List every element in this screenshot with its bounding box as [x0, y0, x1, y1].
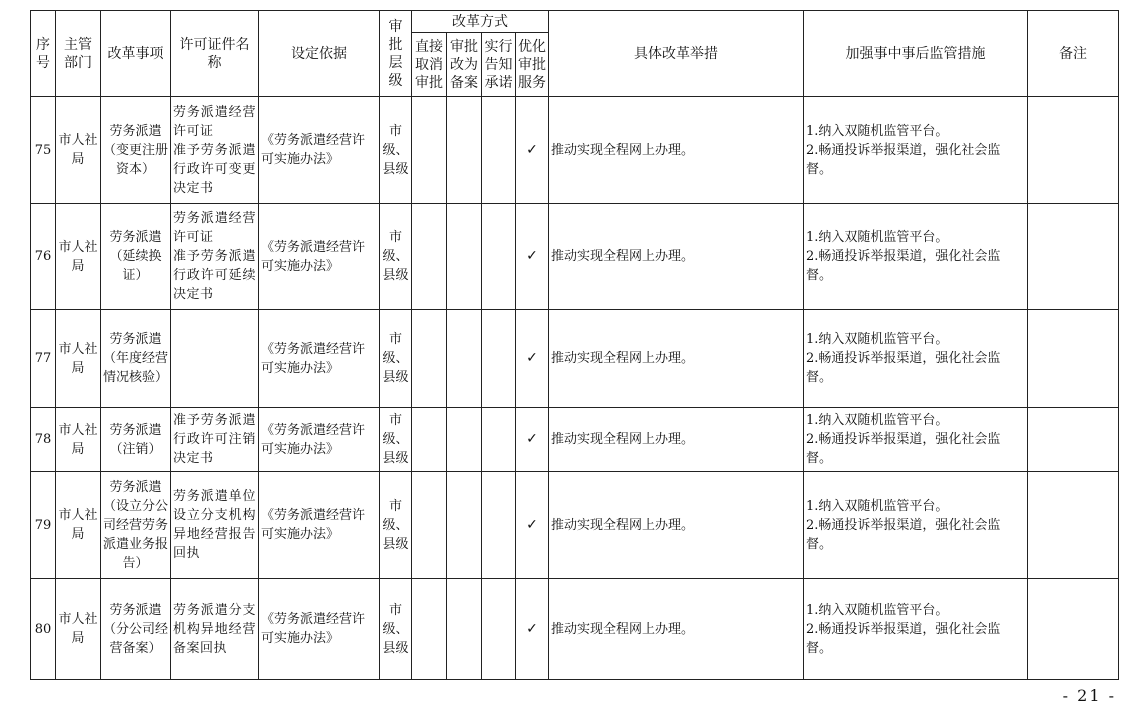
check-mark: ✓ [516, 408, 549, 472]
header-notify-commit: 实行告知承诺 [482, 33, 516, 97]
reform-table [30, 10, 1119, 680]
cell-dept: 市人社局 [56, 310, 101, 408]
check-mark: ✓ [516, 97, 549, 204]
cell-to-filing [447, 579, 482, 680]
table-row [31, 408, 1119, 472]
supervision-item-1: 1.纳入双随机监管平台。 [806, 498, 949, 514]
header-dept: 主管部门 [56, 11, 101, 97]
cell-dept: 市人社局 [56, 97, 101, 204]
cell-seq: 79 [31, 472, 56, 579]
supervision-item-1: 1.纳入双随机监管平台。 [806, 332, 949, 347]
header-to-filing: 审批改为备案 [447, 33, 482, 97]
cell-level: 市级、县级 [380, 204, 412, 310]
cell-measures: 推动实现全程网上办理。 [549, 310, 804, 408]
cell-basis: 《劳务派遣经营许可实施办法》 [259, 579, 380, 680]
cell-matter: 劳务派遣（年度经营情况核验） [101, 310, 171, 408]
cell-seq: 77 [31, 310, 56, 408]
cell-to-filing [447, 472, 482, 579]
supervision-item-1: 1.纳入双随机监管平台。 [806, 123, 949, 139]
cell-measures: 推动实现全程网上办理。 [549, 408, 804, 472]
cell-measures: 推动实现全程网上办理。 [549, 579, 804, 680]
supervision-item-2: 2.畅通投诉举报渠道，强化社会监督。 [806, 432, 1001, 466]
cell-matter: 劳务派遣（设立分公司经营劳务派遣业务报告） [101, 472, 171, 579]
cell-seq: 75 [31, 97, 56, 204]
cell-to-filing [447, 408, 482, 472]
cell-level: 市级、县级 [380, 472, 412, 579]
supervision-item-2: 2.畅通投诉举报渠道，强化社会监督。 [806, 249, 1001, 283]
header-reform-group: 改革方式 [412, 11, 549, 33]
table-row [31, 97, 1119, 204]
cell-dept: 市人社局 [56, 408, 101, 472]
supervision-item-1: 1.纳入双随机监管平台。 [806, 413, 949, 428]
cell-seq: 76 [31, 204, 56, 310]
cell-matter: 劳务派遣（注销） [101, 408, 171, 472]
cell-matter: 劳务派遣（延续换证） [101, 204, 171, 310]
header-level: 审批层级 [380, 11, 412, 97]
cell-supervision [804, 472, 1028, 579]
check-mark: ✓ [516, 472, 549, 579]
cell-remark [1028, 579, 1119, 680]
cell-seq: 80 [31, 579, 56, 680]
cell-direct-cancel [412, 472, 447, 579]
cell-license: 准予劳务派遣行政许可注销决定书 [171, 408, 259, 472]
header-seq: 序号 [31, 11, 56, 97]
cell-matter: 劳务派遣（分公司经营备案） [101, 579, 171, 680]
cell-supervision [804, 97, 1028, 204]
header-supervision: 加强事中事后监管措施 [804, 11, 1028, 97]
cell-remark [1028, 97, 1119, 204]
cell-level: 市级、县级 [380, 97, 412, 204]
cell-notify-commit [482, 204, 516, 310]
cell-basis: 《劳务派遣经营许可实施办法》 [259, 408, 380, 472]
cell-matter: 劳务派遣（变更注册资本） [101, 97, 171, 204]
check-mark: ✓ [516, 204, 549, 310]
cell-dept: 市人社局 [56, 204, 101, 310]
table-row [31, 579, 1119, 680]
cell-to-filing [447, 310, 482, 408]
header-measures: 具体改革举措 [549, 11, 804, 97]
cell-license: 劳务派遣经营许可证 准予劳务派遣行政许可变更决定书 [171, 97, 259, 204]
cell-level: 市级、县级 [380, 408, 412, 472]
cell-supervision [804, 408, 1028, 472]
page-number: - 21 - [1062, 686, 1116, 705]
cell-basis: 《劳务派遣经营许可实施办法》 [259, 310, 380, 408]
cell-license: 劳务派遣单位设立分支机构异地经营报告回执 [171, 472, 259, 579]
cell-remark [1028, 204, 1119, 310]
cell-direct-cancel [412, 408, 447, 472]
cell-supervision [804, 579, 1028, 680]
cell-notify-commit [482, 579, 516, 680]
table-row [31, 204, 1119, 310]
cell-measures: 推动实现全程网上办理。 [549, 97, 804, 204]
table-row [31, 472, 1119, 579]
cell-remark [1028, 310, 1119, 408]
supervision-item-2: 2.畅通投诉举报渠道，强化社会监督。 [806, 142, 1001, 177]
header-remark: 备注 [1028, 11, 1119, 97]
supervision-item-1: 1.纳入双随机监管平台。 [806, 230, 949, 245]
cell-to-filing [447, 97, 482, 204]
header-optimize: 优化审批服务 [516, 33, 549, 97]
cell-remark [1028, 472, 1119, 579]
cell-direct-cancel [412, 310, 447, 408]
cell-license: 劳务派遣分支机构异地经营备案回执 [171, 579, 259, 680]
cell-level: 市级、县级 [380, 579, 412, 680]
supervision-item-2: 2.畅通投诉举报渠道，强化社会监督。 [806, 517, 1001, 552]
cell-notify-commit [482, 408, 516, 472]
cell-dept: 市人社局 [56, 472, 101, 579]
cell-direct-cancel [412, 579, 447, 680]
cell-seq: 78 [31, 408, 56, 472]
header-matter: 改革事项 [101, 11, 171, 97]
cell-measures: 推动实现全程网上办理。 [549, 472, 804, 579]
cell-level: 市级、县级 [380, 310, 412, 408]
cell-license [171, 310, 259, 408]
cell-notify-commit [482, 472, 516, 579]
cell-remark [1028, 408, 1119, 472]
cell-notify-commit [482, 97, 516, 204]
cell-supervision [804, 204, 1028, 310]
supervision-item-2: 2.畅通投诉举报渠道，强化社会监督。 [806, 621, 1001, 656]
cell-basis: 《劳务派遣经营许可实施办法》 [259, 97, 380, 204]
header-basis: 设定依据 [259, 11, 380, 97]
cell-supervision [804, 310, 1028, 408]
cell-direct-cancel [412, 97, 447, 204]
table-row [31, 310, 1119, 408]
cell-basis: 《劳务派遣经营许可实施办法》 [259, 204, 380, 310]
cell-basis: 《劳务派遣经营许可实施办法》 [259, 472, 380, 579]
cell-license: 劳务派遣经营许可证 准予劳务派遣行政许可延续决定书 [171, 204, 259, 310]
cell-dept: 市人社局 [56, 579, 101, 680]
cell-measures: 推动实现全程网上办理。 [549, 204, 804, 310]
check-mark: ✓ [516, 310, 549, 408]
check-mark: ✓ [516, 579, 549, 680]
header-license: 许可证件名称 [171, 11, 259, 97]
cell-direct-cancel [412, 204, 447, 310]
cell-to-filing [447, 204, 482, 310]
supervision-item-2: 2.畅通投诉举报渠道，强化社会监督。 [806, 351, 1001, 385]
header-direct-cancel: 直接取消审批 [412, 33, 447, 97]
cell-notify-commit [482, 310, 516, 408]
supervision-item-1: 1.纳入双随机监管平台。 [806, 602, 949, 618]
